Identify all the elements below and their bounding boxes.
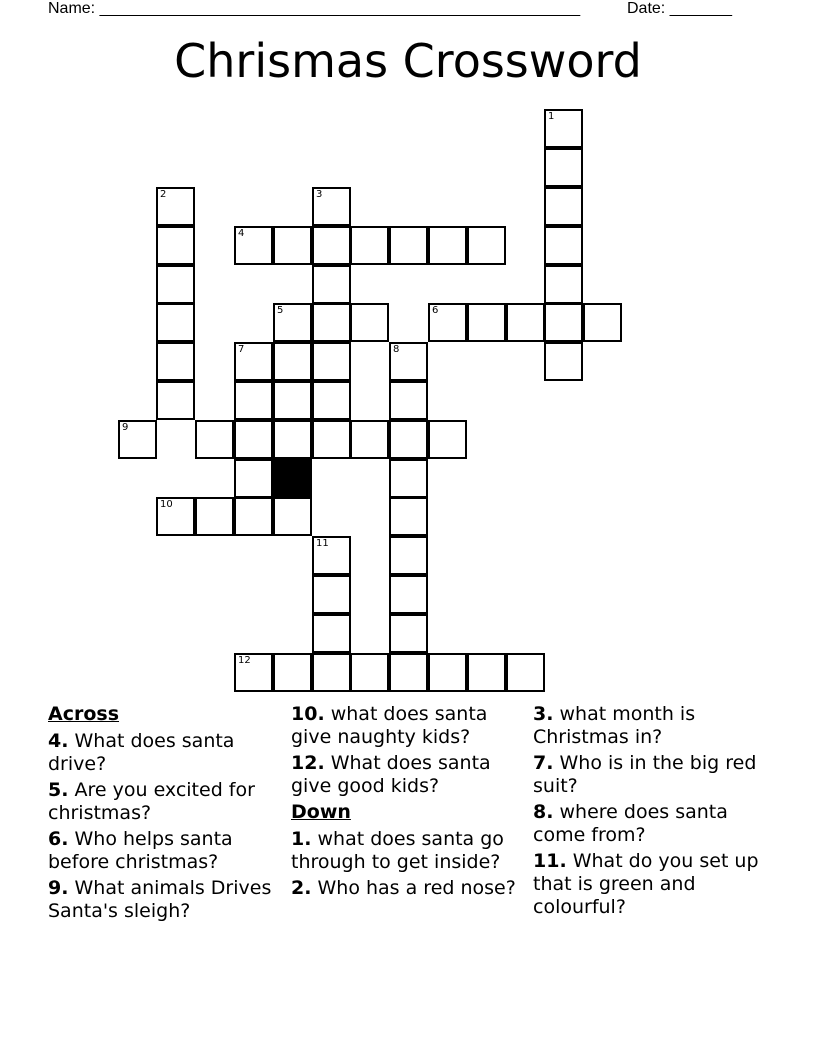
crossword-cell[interactable] bbox=[389, 226, 428, 265]
crossword-cell[interactable] bbox=[389, 497, 428, 536]
crossword-cell[interactable] bbox=[544, 265, 583, 304]
clue-number: 3 bbox=[316, 189, 323, 200]
crossword-cell[interactable] bbox=[389, 575, 428, 614]
crossword-cell[interactable] bbox=[389, 342, 428, 381]
clue-item bbox=[291, 828, 529, 874]
crossword-cell[interactable] bbox=[350, 653, 389, 692]
clue-item bbox=[533, 801, 771, 847]
clue-number: 2 bbox=[160, 189, 167, 200]
clue-item bbox=[291, 752, 529, 798]
crossword-cell[interactable] bbox=[273, 342, 312, 381]
crossword-cell[interactable] bbox=[544, 303, 583, 342]
crossword-cell[interactable] bbox=[428, 420, 467, 459]
crossword-cell[interactable] bbox=[234, 459, 273, 498]
clue-number-label: 3. bbox=[533, 703, 554, 725]
clue-item bbox=[291, 877, 529, 900]
clue-item bbox=[533, 850, 771, 919]
clue-text: where does santa come from? bbox=[533, 801, 728, 846]
crossword-cell[interactable] bbox=[273, 653, 312, 692]
crossword-cell[interactable] bbox=[234, 497, 273, 536]
crossword-cell[interactable] bbox=[156, 497, 195, 536]
clue-number: 11 bbox=[316, 538, 329, 549]
clue-number: 8 bbox=[393, 344, 400, 355]
crossword-cell[interactable] bbox=[156, 381, 195, 420]
crossword-cell[interactable] bbox=[428, 303, 467, 342]
clue-number-label: 4. bbox=[48, 730, 69, 752]
clue-number: 6 bbox=[432, 305, 439, 316]
clue-number: 12 bbox=[238, 655, 251, 666]
clue-number-label: 6. bbox=[48, 828, 69, 850]
crossword-cell[interactable] bbox=[273, 226, 312, 265]
crossword-cell[interactable] bbox=[312, 342, 351, 381]
clue-number-label: 8. bbox=[533, 801, 554, 823]
clue-text: Who is in the big red suit? bbox=[533, 752, 757, 797]
clue-number-label: 9. bbox=[48, 877, 69, 899]
crossword-cell[interactable] bbox=[156, 187, 195, 226]
crossword-cell[interactable] bbox=[389, 536, 428, 575]
clue-text: What animals Drives Santa's sleigh? bbox=[48, 877, 272, 922]
clue-item bbox=[48, 828, 286, 874]
crossword-cell[interactable] bbox=[312, 303, 351, 342]
clue-text: What does santa give good kids? bbox=[291, 752, 491, 797]
clues-column-1 bbox=[48, 703, 286, 926]
clue-text: What do you set up that is green and colourful? bbox=[533, 850, 759, 918]
crossword-cell[interactable] bbox=[350, 226, 389, 265]
crossword-cell[interactable] bbox=[467, 303, 506, 342]
crossword-cell[interactable] bbox=[544, 342, 583, 381]
clue-number-label: 12. bbox=[291, 752, 325, 774]
clue-number: 7 bbox=[238, 344, 245, 355]
clue-item bbox=[533, 752, 771, 798]
name-field-line: Name: ______________________________________________________ bbox=[48, 0, 581, 17]
clue-text: what does santa go through to get inside? bbox=[291, 828, 504, 873]
clue-text: what month is Christmas in? bbox=[533, 703, 696, 748]
clue-text: Who helps santa before christmas? bbox=[48, 828, 233, 873]
crossword-cell[interactable] bbox=[312, 575, 351, 614]
crossword-cell[interactable] bbox=[312, 226, 351, 265]
clues-column-2 bbox=[291, 703, 529, 903]
crossword-cell[interactable] bbox=[544, 148, 583, 187]
crossword-cell[interactable] bbox=[506, 653, 545, 692]
crossword-cell[interactable] bbox=[312, 536, 351, 575]
clue-number: 10 bbox=[160, 499, 173, 510]
crossword-cell[interactable] bbox=[467, 226, 506, 265]
clue-section-heading: Across bbox=[48, 703, 120, 725]
crossword-cell[interactable] bbox=[312, 265, 351, 304]
clue-number-label: 2. bbox=[291, 877, 312, 899]
crossword-cell[interactable] bbox=[544, 109, 583, 148]
clue-item bbox=[291, 703, 529, 749]
crossword-cell[interactable] bbox=[389, 653, 428, 692]
crossword-cell[interactable] bbox=[195, 420, 234, 459]
date-field-line: Date: _______ bbox=[627, 0, 732, 17]
clue-text: What does santa drive? bbox=[48, 730, 235, 775]
clues-column-3 bbox=[533, 703, 771, 922]
crossword-cell[interactable] bbox=[234, 381, 273, 420]
clue-number: 9 bbox=[122, 422, 129, 433]
clue-number-label: 1. bbox=[291, 828, 312, 850]
crossword-cell[interactable] bbox=[544, 187, 583, 226]
clue-number: 5 bbox=[277, 305, 284, 316]
crossword-cell[interactable] bbox=[195, 497, 234, 536]
clue-item bbox=[533, 703, 771, 749]
crossword-cell[interactable] bbox=[312, 381, 351, 420]
clue-section-heading: Down bbox=[291, 801, 351, 823]
crossword-cell[interactable] bbox=[234, 653, 273, 692]
clue-number: 4 bbox=[238, 228, 245, 239]
clue-number-label: 5. bbox=[48, 779, 69, 801]
clue-text: Who has a red nose? bbox=[317, 877, 516, 899]
blocked-cell bbox=[273, 459, 312, 498]
crossword-cell[interactable] bbox=[156, 342, 195, 381]
crossword-cell[interactable] bbox=[234, 226, 273, 265]
clue-number-label: 11. bbox=[533, 850, 567, 872]
crossword-cell[interactable] bbox=[583, 303, 622, 342]
clue-text: Are you excited for christmas? bbox=[48, 779, 255, 824]
crossword-cell[interactable] bbox=[506, 303, 545, 342]
crossword-cell[interactable] bbox=[350, 303, 389, 342]
crossword-cell[interactable] bbox=[156, 303, 195, 342]
crossword-cell[interactable] bbox=[312, 187, 351, 226]
crossword-cell[interactable] bbox=[389, 459, 428, 498]
clue-number-label: 10. bbox=[291, 703, 325, 725]
clue-number-label: 7. bbox=[533, 752, 554, 774]
crossword-cell[interactable] bbox=[273, 303, 312, 342]
clue-text: what does santa give naughty kids? bbox=[291, 703, 488, 748]
crossword-cell[interactable] bbox=[312, 653, 351, 692]
crossword-cell[interactable] bbox=[389, 420, 428, 459]
crossword-cell[interactable] bbox=[234, 420, 273, 459]
crossword-cell[interactable] bbox=[389, 381, 428, 420]
crossword-cell[interactable] bbox=[273, 381, 312, 420]
crossword-cell[interactable] bbox=[428, 653, 467, 692]
crossword-cell[interactable] bbox=[234, 342, 273, 381]
crossword-cell[interactable] bbox=[156, 265, 195, 304]
crossword-cell[interactable] bbox=[273, 420, 312, 459]
clue-item bbox=[48, 730, 286, 776]
crossword-cell[interactable] bbox=[118, 420, 157, 459]
crossword-cell[interactable] bbox=[467, 653, 506, 692]
crossword-cell[interactable] bbox=[312, 614, 351, 653]
crossword-cell[interactable] bbox=[156, 226, 195, 265]
crossword-cell[interactable] bbox=[544, 226, 583, 265]
clue-item bbox=[48, 779, 286, 825]
crossword-cell[interactable] bbox=[428, 226, 467, 265]
clue-item bbox=[48, 877, 286, 923]
crossword-cell[interactable] bbox=[273, 497, 312, 536]
crossword-cell[interactable] bbox=[312, 420, 351, 459]
clue-number: 1 bbox=[548, 111, 555, 122]
crossword-cell[interactable] bbox=[350, 420, 389, 459]
crossword-cell[interactable] bbox=[389, 614, 428, 653]
page-title: Chrismas Crossword bbox=[174, 34, 642, 88]
